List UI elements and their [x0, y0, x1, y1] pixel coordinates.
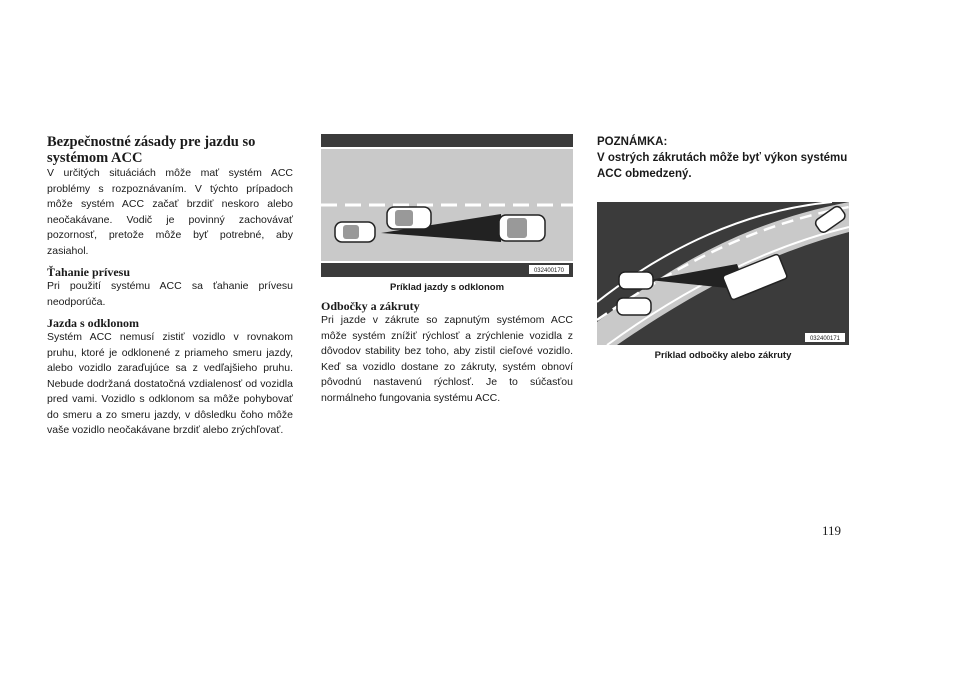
- offset-heading: Jazda s odklonom: [47, 316, 140, 330]
- towing-paragraph: Pri použití systému ACC sa ťahanie prívesu neodporúča.: [47, 280, 293, 308]
- note-text: V ostrých zákrutách môže byť výkon systému ACC obmedzený.: [597, 152, 848, 180]
- target-car-icon: [499, 215, 545, 241]
- note-label: POZNÁMKA:: [597, 136, 668, 148]
- figure-code: 032400170: [533, 268, 565, 274]
- curve-driving-illustration: [597, 202, 849, 345]
- offset-car-icon: [387, 207, 431, 229]
- section-heading: Bezpečnostné zásady pre jazdu so systémom ACC: [47, 134, 256, 166]
- own-car-icon: [335, 222, 375, 242]
- offset-driving-illustration: [321, 134, 573, 277]
- curves-paragraph: Pri jazde v zákrute so zapnutým systémom ACC môže systém znížiť rýchlosť a zrýchlenie vozidla z dôvodov stability bez toho, aby zistil cieľové vozidlo. Keď sa vozidlo dostane zo zákruty, systém obnoví pôvodnú nastavenú rýchlosť. Je to súčasťou normálneho fungovania systému ACC.: [321, 314, 573, 404]
- middle-column: [321, 134, 573, 406]
- figure-caption: Príklad odbočky alebo zákruty: [654, 350, 792, 361]
- second-car-icon: [617, 298, 651, 315]
- own-car-icon: [619, 272, 653, 289]
- curves-heading: Odbočky a zákruty: [321, 299, 420, 313]
- figure-caption: Príklad jazdy s odklonom: [389, 282, 505, 293]
- page-number: 119: [822, 523, 842, 538]
- right-column: [597, 134, 849, 361]
- intro-paragraph: V určitých situáciách môže mať systém ACC problémy s rozpoznávaním. V týchto prípadoch môže systém ACC začať brzdiť neskoro alebo neočakávane. Vodič je povinný zachovávať pozornosť, pretože môže byť potrebné, aby zasiahol.: [47, 167, 293, 257]
- left-column: [47, 134, 293, 439]
- offset-paragraph: Systém ACC nemusí zistiť vozidlo v rovnakom pruhu, ktoré je odklonené z priameho smeru jazdy, alebo vozidlo zaraďujúce sa z vedľajšieho pruhu. Nebude dodržaná dostatočná vzdialenosť od vozidla pred vami. Vozidlo s odklonom sa môže pohybovať do smeru a zo smeru jazdy, v dôsledku čoho môže vaše vozidlo neočakávane brzdiť alebo zrýchľovať.: [47, 331, 293, 436]
- towing-heading: Ťahanie prívesu: [47, 265, 131, 279]
- figure-code: 032400171: [809, 336, 841, 342]
